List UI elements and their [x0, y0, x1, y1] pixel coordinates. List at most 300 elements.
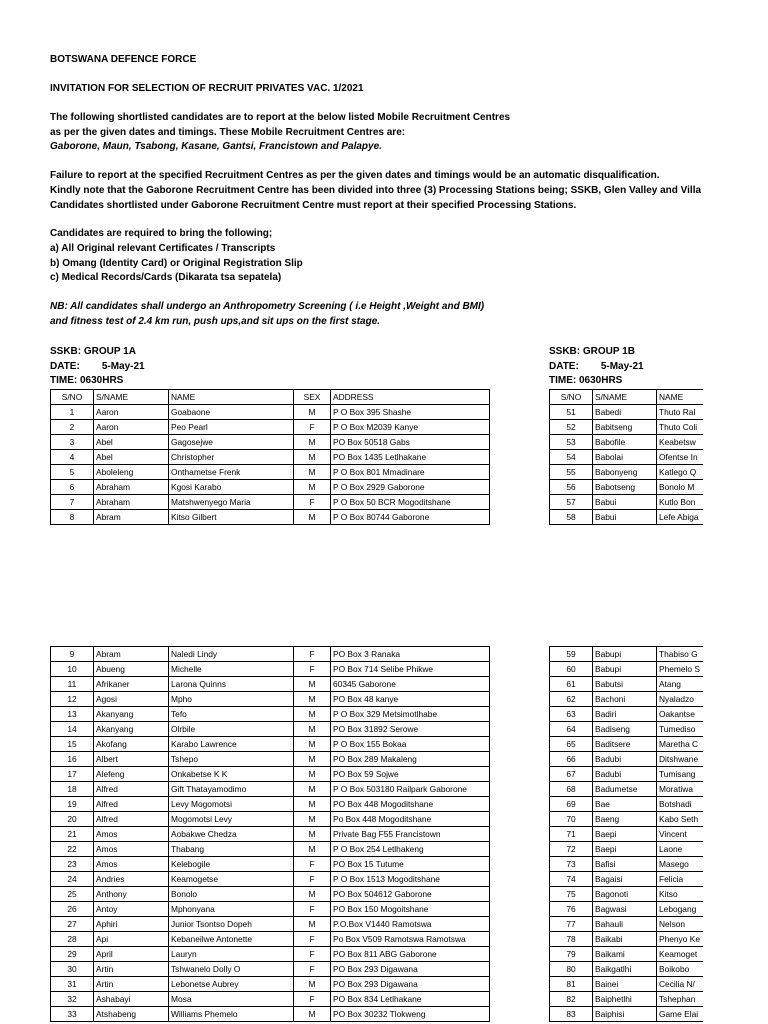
group-a-cell: Gift Thatayamodimo — [169, 782, 294, 797]
group-a-cell: Tshepo — [169, 752, 294, 767]
group-b-cell: 55 — [550, 465, 593, 480]
intro-line-2: as per the given dates and timings. These Mobile Recruitment Centres are: — [50, 127, 406, 138]
group-b-cell: Thuto Coli — [657, 420, 704, 435]
intro-line-1: The following shortlisted candidates are to report at the below listed Mobile Recruitment Centres — [50, 112, 511, 123]
group-a-row — [51, 405, 490, 420]
warning-line-3: Candidates shortlisted under Gaborone Recruitment Centre must report at their specified Processing Stations. — [50, 200, 577, 211]
group-b-cell: Oakantse — [657, 707, 704, 722]
group-b-row — [550, 662, 704, 677]
group-a-cell: 14 — [51, 722, 94, 737]
group-a-cell: 1 — [51, 405, 94, 420]
group-b-cell: 61 — [550, 677, 593, 692]
group-a-cell: 27 — [51, 917, 94, 932]
group-b-cell: Nyaladzo — [657, 692, 704, 707]
group-a-cell: M — [294, 797, 331, 812]
group-a-cell: Amos — [94, 827, 169, 842]
group-a-cell: Tshwanelo Dolly O — [169, 962, 294, 977]
group-a-cell: PO Box 289 Makaleng — [331, 752, 490, 767]
group-a-cell: PO Box 714 Selibe Phikwe — [331, 662, 490, 677]
group-a-cell: Artin — [94, 962, 169, 977]
group-b-cell: Badiseng — [593, 722, 657, 737]
group-a-cell: Tefo — [169, 707, 294, 722]
group-a-row — [51, 737, 490, 752]
group-a-cell: M — [294, 767, 331, 782]
group-b-cell: 66 — [550, 752, 593, 767]
group-b-cell: 83 — [550, 1007, 593, 1022]
group-b-cell: Phemelo S — [657, 662, 704, 677]
group-b-cell: Baiphisi — [593, 1007, 657, 1022]
group-a-column-header: ADDRESS — [331, 390, 490, 405]
group-a-cell: F — [294, 647, 331, 662]
group-b-cell: Game Elai — [657, 1007, 704, 1022]
group-b-row — [550, 812, 704, 827]
group-a-column-header: S/NO — [51, 390, 94, 405]
group-a-cell: F — [294, 872, 331, 887]
group-a-cell: PO Box 150 Mogoitshane — [331, 902, 490, 917]
group-b-cell: Bae — [593, 797, 657, 812]
group-a-cell: M — [294, 737, 331, 752]
group-a-cell: Aboleleng — [94, 465, 169, 480]
group-a-cell: Karabo Lawrence — [169, 737, 294, 752]
group-a-cell: Gagosejwe — [169, 435, 294, 450]
group-b-row — [550, 872, 704, 887]
group-a-cell: F — [294, 992, 331, 1007]
group-b-cell: Baepi — [593, 827, 657, 842]
group-a-title: SSKB: GROUP 1A — [50, 346, 136, 357]
group-a-cell: M — [294, 465, 331, 480]
group-b-row — [550, 782, 704, 797]
group-b-header-row — [550, 390, 704, 405]
group-a-cell: Abram — [94, 647, 169, 662]
group-a-cell: P O Box 254 Letlhakeng — [331, 842, 490, 857]
group-a-row — [51, 647, 490, 662]
group-a-cell: PO Box 59 Sojwe — [331, 767, 490, 782]
group-b-row — [550, 842, 704, 857]
group-a-row — [51, 887, 490, 902]
group-a-cell: M — [294, 782, 331, 797]
group-a-table-2 — [50, 646, 490, 1022]
group-a-cell: Abram — [94, 510, 169, 525]
group-a-cell: Keamogetse — [169, 872, 294, 887]
group-b-row — [550, 677, 704, 692]
group-b-row — [550, 857, 704, 872]
group-b-cell: Baikami — [593, 947, 657, 962]
group-b-cell: Bafisi — [593, 857, 657, 872]
group-a-cell: 23 — [51, 857, 94, 872]
group-a-cell: M — [294, 707, 331, 722]
group-b-cell: Baikgatlhi — [593, 962, 657, 977]
group-a-cell: Christopher — [169, 450, 294, 465]
group-b-cell: 53 — [550, 435, 593, 450]
warning-line-1: Failure to report at the specified Recruitment Centres as per the given dates and timings would be an automatic disqualification. — [50, 170, 660, 181]
group-b-cell: Badubi — [593, 752, 657, 767]
group-a-cell: PO Box 293 Digawana — [331, 962, 490, 977]
group-a-cell: Michelle — [169, 662, 294, 677]
group-a-row — [51, 812, 490, 827]
group-a-row — [51, 827, 490, 842]
group-b-cell: Babotseng — [593, 480, 657, 495]
group-b-cell: 69 — [550, 797, 593, 812]
group-a-cell: PO Box 3 Ranaka — [331, 647, 490, 662]
group-a-cell: M — [294, 510, 331, 525]
group-a-row — [51, 420, 490, 435]
group-a-cell: 20 — [51, 812, 94, 827]
group-a-row — [51, 842, 490, 857]
group-b-cell: Baikabi — [593, 932, 657, 947]
group-a-cell: P O Box 1513 Mogoditshane — [331, 872, 490, 887]
group-b-row — [550, 962, 704, 977]
group-b-cell: 78 — [550, 932, 593, 947]
group-a-cell: PO Box 31892 Serowe — [331, 722, 490, 737]
group-a-cell: PO Box 293 Digawana — [331, 977, 490, 992]
group-a-cell: M — [294, 812, 331, 827]
group-a-cell: P O Box 50 BCR Mogoditshane — [331, 495, 490, 510]
group-a-cell: 22 — [51, 842, 94, 857]
group-a-cell: F — [294, 857, 331, 872]
group-a-cell: 31 — [51, 977, 94, 992]
group-b-row — [550, 887, 704, 902]
group-a-cell: M — [294, 677, 331, 692]
group-a-cell: Lauryn — [169, 947, 294, 962]
group-a-cell: Aphiri — [94, 917, 169, 932]
group-a-cell: Olrbile — [169, 722, 294, 737]
group-a-cell: F — [294, 662, 331, 677]
group-b-cell: 60 — [550, 662, 593, 677]
group-b-row — [550, 722, 704, 737]
group-a-date — [50, 359, 145, 374]
group-a-cell: Antoy — [94, 902, 169, 917]
group-a-cell: 15 — [51, 737, 94, 752]
group-a-row — [51, 677, 490, 692]
group-a-cell: Po Box 448 Mogoditshane — [331, 812, 490, 827]
group-a-cell: Abel — [94, 450, 169, 465]
group-b-table-2-clip — [549, 646, 703, 1024]
group-a-cell: Atshabeng — [94, 1007, 169, 1022]
group-a-cell: 9 — [51, 647, 94, 662]
group-b-cell: Moratiwa — [657, 782, 704, 797]
group-a-cell: Alfred — [94, 782, 169, 797]
group-a-column-header: S/NAME — [94, 390, 169, 405]
group-a-cell: April — [94, 947, 169, 962]
group-a-cell: P O Box 503180 Railpark Gaborone — [331, 782, 490, 797]
group-a-cell: Agosi — [94, 692, 169, 707]
group-a-cell: 30 — [51, 962, 94, 977]
group-b-cell: Bachoni — [593, 692, 657, 707]
requirement-c: c) Medical Records/Cards (Dikarata tsa sepatela) — [50, 272, 282, 283]
group-b-cell: 62 — [550, 692, 593, 707]
group-a-cell: Afrikaner — [94, 677, 169, 692]
group-a-row — [51, 465, 490, 480]
group-b-row — [550, 827, 704, 842]
group-b-cell: 51 — [550, 405, 593, 420]
group-a-cell: Williams Phemelo — [169, 1007, 294, 1022]
group-a-row — [51, 435, 490, 450]
group-a-cell: M — [294, 917, 331, 932]
group-a-cell: 17 — [51, 767, 94, 782]
group-b-cell: 80 — [550, 962, 593, 977]
group-a-row — [51, 977, 490, 992]
group-b-row — [550, 435, 704, 450]
group-b-cell: Babui — [593, 495, 657, 510]
group-a-row — [51, 962, 490, 977]
group-b-cell: 65 — [550, 737, 593, 752]
group-b-cell: Vincent — [657, 827, 704, 842]
group-a-row — [51, 1007, 490, 1022]
group-b-cell: Babonyeng — [593, 465, 657, 480]
group-b-row — [550, 450, 704, 465]
group-b-cell: Lefe Abiga — [657, 510, 704, 525]
group-a-cell: P.O.Box V1440 Ramotswa — [331, 917, 490, 932]
group-a-cell: Private Bag F55 Francistown — [331, 827, 490, 842]
group-a-row — [51, 782, 490, 797]
group-a-row — [51, 692, 490, 707]
group-b-cell: 54 — [550, 450, 593, 465]
group-a-cell: PO Box 834 Letlhakane — [331, 992, 490, 1007]
group-a-cell: P O Box 395 Shashe — [331, 405, 490, 420]
group-b-cell: Tshephan — [657, 992, 704, 1007]
group-b-row — [550, 737, 704, 752]
group-b-cell: 58 — [550, 510, 593, 525]
group-b-cell: 75 — [550, 887, 593, 902]
group-b-cell: Baepi — [593, 842, 657, 857]
group-a-cell: 6 — [51, 480, 94, 495]
group-a-cell: Kitso Gilbert — [169, 510, 294, 525]
group-b-cell: 77 — [550, 917, 593, 932]
group-a-cell: Peo Pearl — [169, 420, 294, 435]
group-a-cell: 29 — [51, 947, 94, 962]
group-a-cell: 32 — [51, 992, 94, 1007]
group-b-row — [550, 992, 704, 1007]
group-b-date-value: 5-May-21 — [600, 361, 644, 372]
group-b-cell: Badiri — [593, 707, 657, 722]
group-a-cell: Lebonetse Aubrey — [169, 977, 294, 992]
group-a-row — [51, 662, 490, 677]
group-a-cell: Aaron — [94, 420, 169, 435]
group-a-cell: Onthametse Frenk — [169, 465, 294, 480]
group-b-cell: Babofile — [593, 435, 657, 450]
group-a-date-label: DATE: — [50, 361, 80, 372]
group-a-cell: Alefeng — [94, 767, 169, 782]
group-b-row — [550, 797, 704, 812]
group-a-row — [51, 510, 490, 525]
group-b-row — [550, 480, 704, 495]
group-a-cell: 13 — [51, 707, 94, 722]
group-a-cell: Akanyang — [94, 707, 169, 722]
group-b-cell: 82 — [550, 992, 593, 1007]
group-a-cell: M — [294, 752, 331, 767]
group-a-cell: P O Box 329 Metsimotlhabe — [331, 707, 490, 722]
group-a-cell: 10 — [51, 662, 94, 677]
group-b-row — [550, 977, 704, 992]
note-line-1: NB: All candidates shall undergo an Anthropometry Screening ( i.e Height ,Weight and BMI) — [50, 301, 485, 312]
group-a-cell: M — [294, 887, 331, 902]
group-b-cell: Ditshwane — [657, 752, 704, 767]
group-a-cell: Onkabetse K K — [169, 767, 294, 782]
group-a-cell: PO Box 448 Mogoditshane — [331, 797, 490, 812]
group-b-cell: Felicia — [657, 872, 704, 887]
group-b-cell: 56 — [550, 480, 593, 495]
group-a-cell: 24 — [51, 872, 94, 887]
group-a-cell: Alfred — [94, 797, 169, 812]
group-b-cell: Botshadi — [657, 797, 704, 812]
group-b-row — [550, 495, 704, 510]
group-b-cell: Babupi — [593, 662, 657, 677]
group-b-cell: 52 — [550, 420, 593, 435]
group-a-cell: Artin — [94, 977, 169, 992]
group-a-cell: Api — [94, 932, 169, 947]
group-b-time: TIME: 0630HRS — [549, 375, 623, 386]
group-b-cell: Bagonoti — [593, 887, 657, 902]
group-a-cell: 2 — [51, 420, 94, 435]
group-a-cell: F — [294, 932, 331, 947]
group-b-cell: 74 — [550, 872, 593, 887]
group-b-row — [550, 510, 704, 525]
group-b-table-2 — [549, 646, 703, 1022]
group-a-cell: Kgosi Karabo — [169, 480, 294, 495]
group-a-cell: 19 — [51, 797, 94, 812]
group-a-cell: M — [294, 722, 331, 737]
group-a-cell: M — [294, 977, 331, 992]
group-b-column-header: S/NAME — [593, 390, 657, 405]
group-a-cell: Alfred — [94, 812, 169, 827]
group-a-cell: Mogomotsi Levy — [169, 812, 294, 827]
group-a-row — [51, 767, 490, 782]
group-b-cell: Thabiso G — [657, 647, 704, 662]
group-b-cell: Cecilia N/ — [657, 977, 704, 992]
group-b-cell: 76 — [550, 902, 593, 917]
group-a-cell: Kelebogile — [169, 857, 294, 872]
group-a-cell: P O Box 2929 Gaborone — [331, 480, 490, 495]
group-b-cell: Phenyo Ke — [657, 932, 704, 947]
group-b-cell: Maretha C — [657, 737, 704, 752]
group-a-cell: Mosa — [169, 992, 294, 1007]
group-b-cell: 81 — [550, 977, 593, 992]
group-a-cell: PO Box 811 ABG Gaborone — [331, 947, 490, 962]
group-a-cell: Akanyang — [94, 722, 169, 737]
group-a-cell: 3 — [51, 435, 94, 450]
group-a-cell: 33 — [51, 1007, 94, 1022]
group-b-row — [550, 692, 704, 707]
requirements-title: Candidates are required to bring the following; — [50, 228, 273, 239]
group-a-cell: Matshwenyego Maria — [169, 495, 294, 510]
group-a-cell: 16 — [51, 752, 94, 767]
group-a-time: TIME: 0630HRS — [50, 375, 124, 386]
group-a-row — [51, 450, 490, 465]
group-b-cell: 71 — [550, 827, 593, 842]
group-a-cell: 18 — [51, 782, 94, 797]
group-b-cell: 73 — [550, 857, 593, 872]
group-b-cell: Laone — [657, 842, 704, 857]
group-b-cell: Tumediso — [657, 722, 704, 737]
document-title: INVITATION FOR SELECTION OF RECRUIT PRIVATES VAC. 1/2021 — [50, 83, 364, 94]
group-a-row — [51, 947, 490, 962]
group-a-cell: Aobakwe Chedza — [169, 827, 294, 842]
group-a-cell: PO Box 48 kanye — [331, 692, 490, 707]
group-a-cell: Anthony — [94, 887, 169, 902]
warning-line-2: Kindly note that the Gaborone Recruitment Centre has been divided into three (3) Processing Stations being; SSKB, Glen Valley and Villa — [50, 185, 702, 196]
group-b-cell: Babedi — [593, 405, 657, 420]
group-b-row — [550, 405, 704, 420]
group-a-cell: PO Box 1435 Letlhakane — [331, 450, 490, 465]
group-b-cell: 79 — [550, 947, 593, 962]
group-a-cell: 4 — [51, 450, 94, 465]
group-a-cell: Akofang — [94, 737, 169, 752]
group-b-cell: Bonolo M — [657, 480, 704, 495]
group-b-cell: 72 — [550, 842, 593, 857]
group-b-cell: Baiphetlhi — [593, 992, 657, 1007]
group-b-table-1-clip — [549, 389, 703, 529]
group-a-cell: F — [294, 902, 331, 917]
group-a-cell: Aaron — [94, 405, 169, 420]
group-a-cell: Larona Quinns — [169, 677, 294, 692]
group-a-cell: Thabang — [169, 842, 294, 857]
group-a-cell: Levy Mogomotsi — [169, 797, 294, 812]
group-a-row — [51, 722, 490, 737]
centres-list: Gaborone, Maun, Tsabong, Kasane, Gantsi, Francistown and Palapye. — [50, 141, 382, 152]
group-a-cell: Goabaone — [169, 405, 294, 420]
group-a-row — [51, 495, 490, 510]
group-a-row — [51, 797, 490, 812]
group-b-cell: 63 — [550, 707, 593, 722]
group-b-row — [550, 767, 704, 782]
requirement-a: a) All Original relevant Certificates / Transcripts — [50, 243, 276, 254]
org-heading: BOTSWANA DEFENCE FORCE — [50, 54, 197, 65]
group-a-cell: Kebaneilwe Antonette — [169, 932, 294, 947]
group-a-cell: Ashabayi — [94, 992, 169, 1007]
group-a-cell: 7 — [51, 495, 94, 510]
group-a-cell: M — [294, 1007, 331, 1022]
requirement-b: b) Omang (Identity Card) or Original Registration Slip — [50, 258, 303, 269]
group-b-cell: Tumisang — [657, 767, 704, 782]
group-a-cell: F — [294, 420, 331, 435]
group-a-cell: Naledi Lindy — [169, 647, 294, 662]
group-b-cell: Bagaisi — [593, 872, 657, 887]
group-b-cell: 68 — [550, 782, 593, 797]
group-a-cell: PO Box 15 Tutume — [331, 857, 490, 872]
group-a-cell: PO Box 50518 Gabs — [331, 435, 490, 450]
group-a-cell: F — [294, 962, 331, 977]
group-a-cell: M — [294, 435, 331, 450]
group-a-row — [51, 480, 490, 495]
group-b-row — [550, 752, 704, 767]
group-a-column-header: SEX — [294, 390, 331, 405]
group-b-row — [550, 465, 704, 480]
group-a-cell: 28 — [51, 932, 94, 947]
group-a-cell: Bonolo — [169, 887, 294, 902]
group-a-row — [51, 992, 490, 1007]
group-b-cell: Baditsere — [593, 737, 657, 752]
group-b-table-1 — [549, 389, 703, 525]
group-a-cell: Po Box V509 Ramotswa Ramotswa — [331, 932, 490, 947]
group-a-cell: M — [294, 827, 331, 842]
group-a-row — [51, 872, 490, 887]
group-a-cell: M — [294, 450, 331, 465]
group-b-cell: Babolai — [593, 450, 657, 465]
group-a-row — [51, 707, 490, 722]
group-a-cell: 12 — [51, 692, 94, 707]
note-line-2: and fitness test of 2.4 km run, push ups,and sit ups on the first stage. — [50, 316, 381, 327]
group-b-cell: Thuto Ral — [657, 405, 704, 420]
group-a-cell: 21 — [51, 827, 94, 842]
group-b-row — [550, 1007, 704, 1022]
group-b-cell: Keamoget — [657, 947, 704, 962]
group-b-cell: Bainei — [593, 977, 657, 992]
group-b-cell: Bagwasi — [593, 902, 657, 917]
group-a-cell: 11 — [51, 677, 94, 692]
group-b-cell: Bahauli — [593, 917, 657, 932]
group-a-cell: Abel — [94, 435, 169, 450]
group-a-cell: M — [294, 480, 331, 495]
